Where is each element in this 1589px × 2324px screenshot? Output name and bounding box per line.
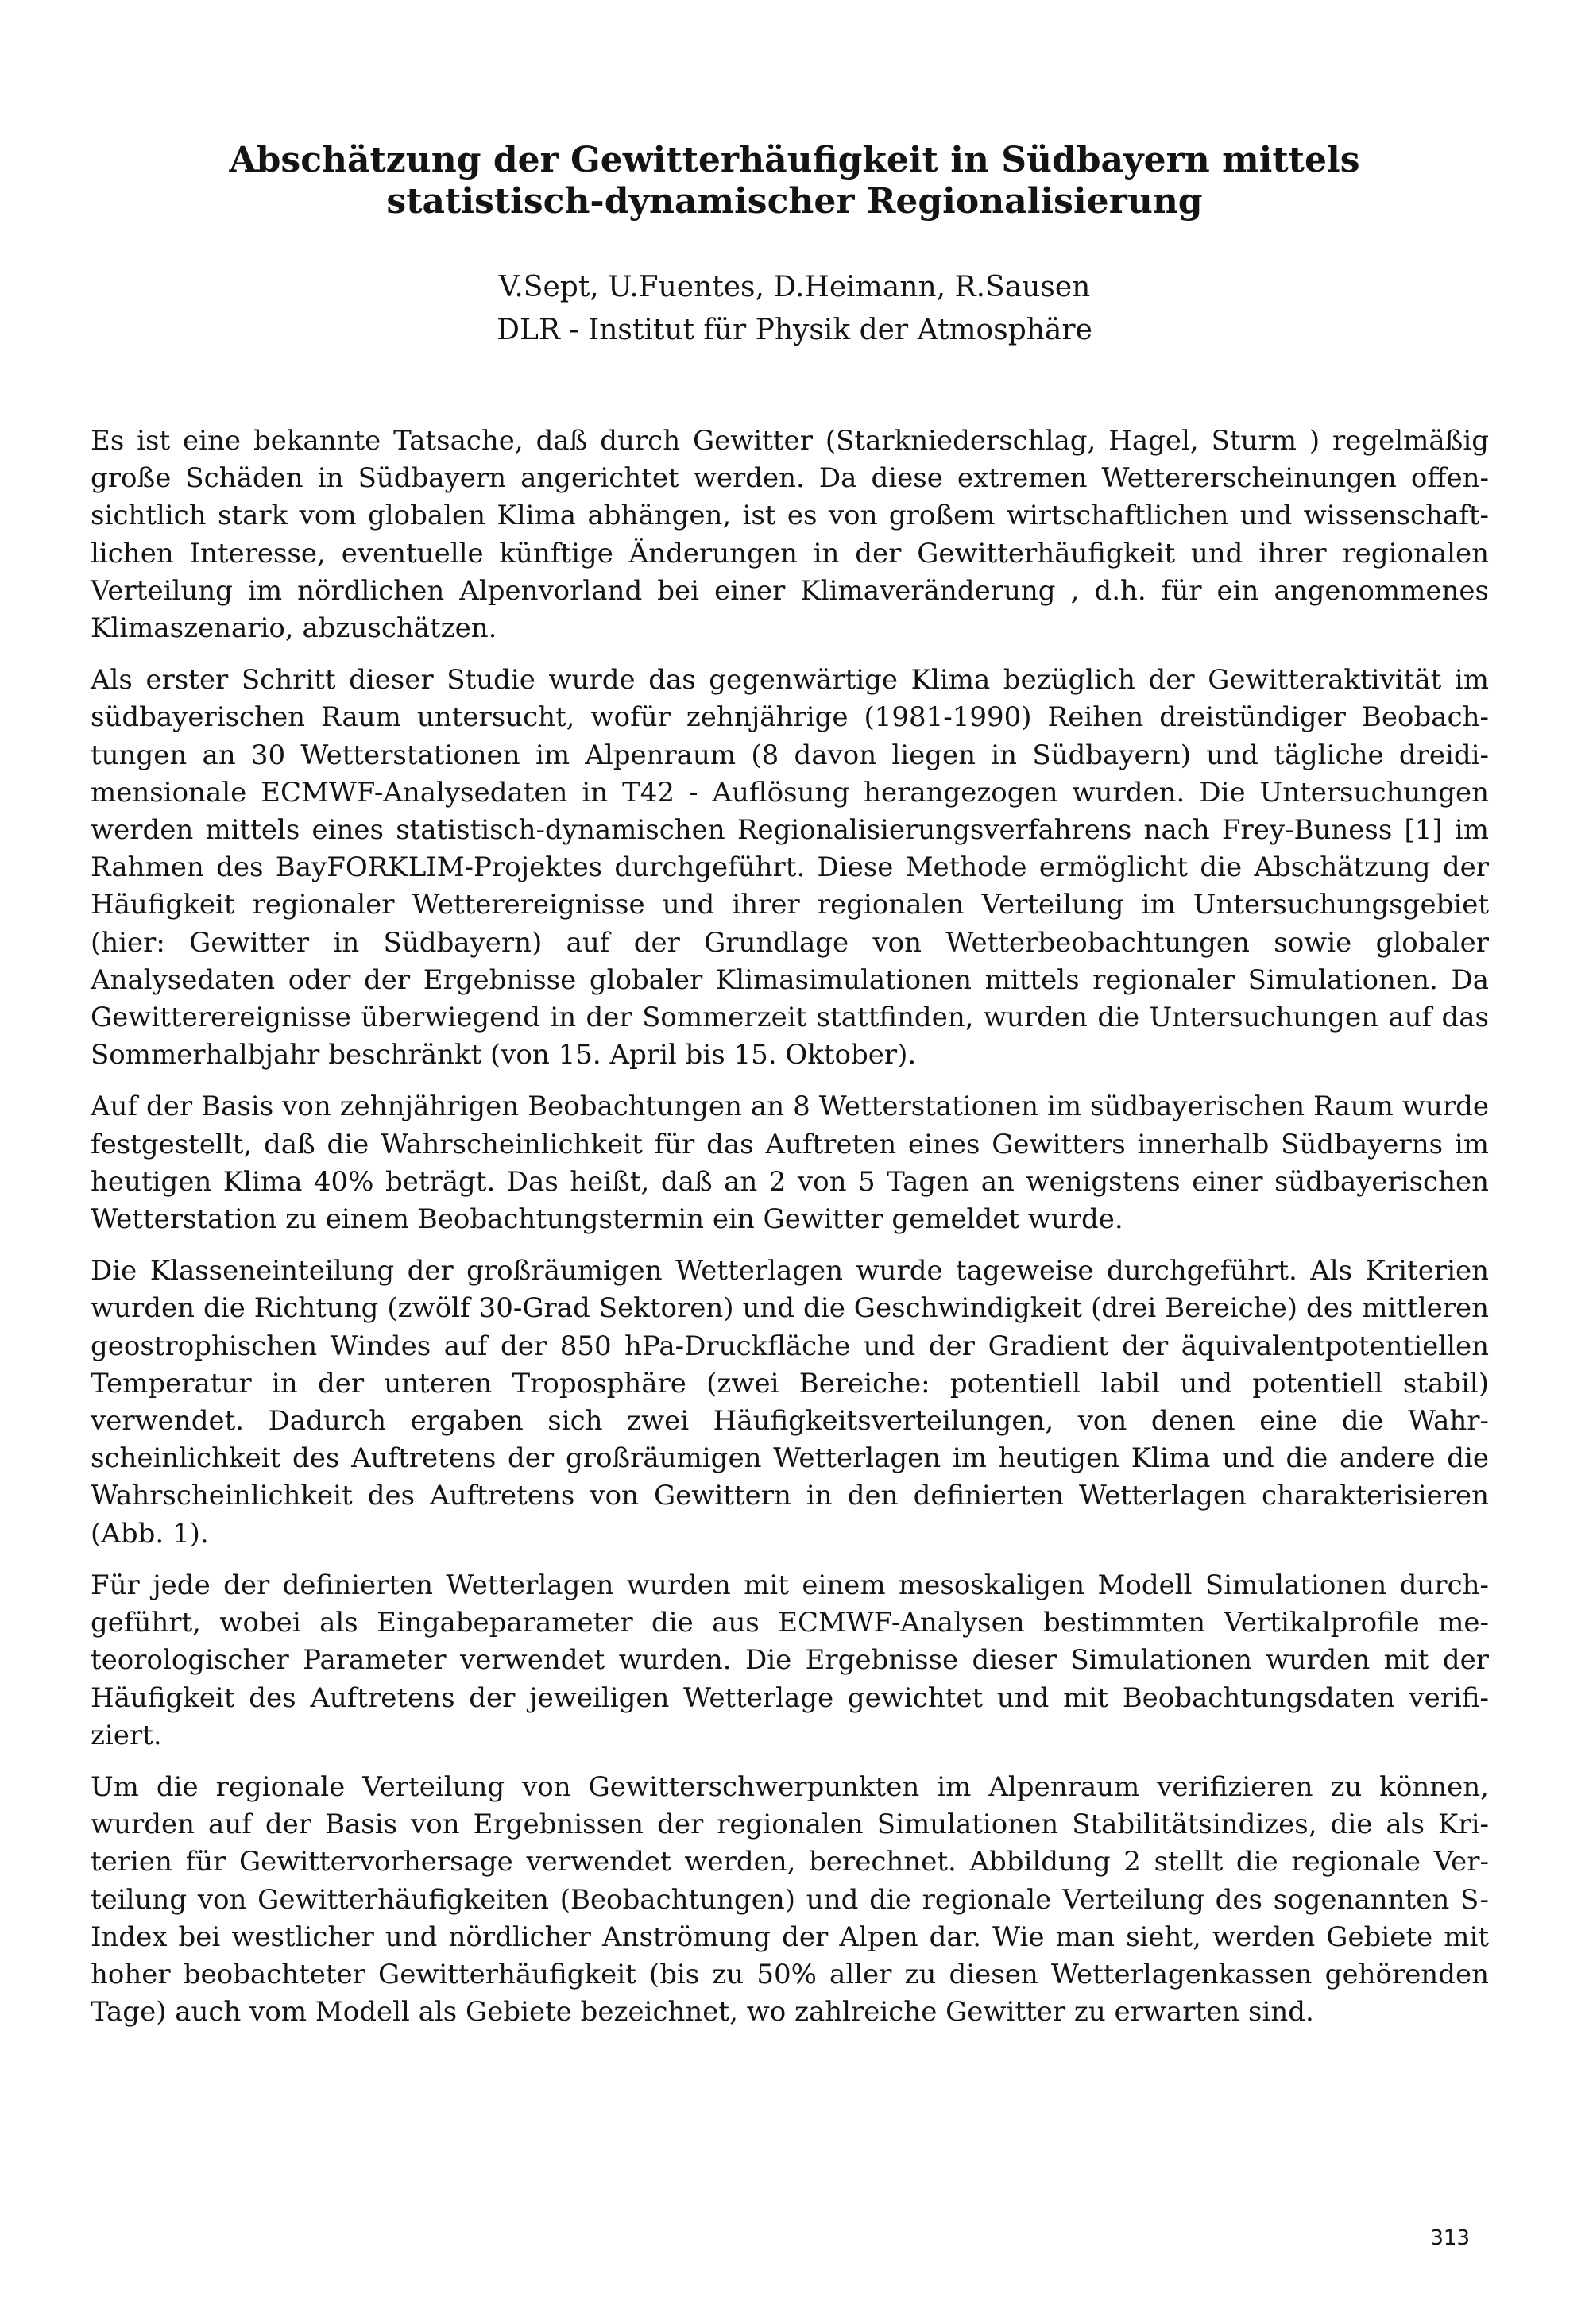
paragraph-classification: Die Klasseneinteilung der großräumigen Wetterlagen wurde tageweise durchgeführt. Als Kriterien wurden die Richtung (zwölf 30-Grad Sektoren) und die Geschwindigkeit (drei Bereiche) des mittleren geostrophischen Windes auf der 850 hPa-Druckfläche und der Gradient der äquivalentpotentiellen Temperatur in der unteren Troposphäre (zwei Bereiche: potentiell labil und potentiell stabil) verwendet. Dadurch ergaben sich zwei Häufigkeitsverteilungen, von denen eine die Wahrscheinlichkeit des Auftretens der großräumigen Wetterlagen im heutigen Klima und die andere die Wahrscheinlichkeit des Auftretens von Gewittern in den definierten Wetterlagen charakterisieren (Abb. 1). (91, 1255, 1489, 1550)
body-text (91, 423, 1489, 2045)
paragraph-simulations: Für jede der definierten Wetterlagen wurden mit einem mesoskaligen Modell Simulationen durchgeführt, wobei als Eingabeparameter die aus ECMWF-Analysen bestimmten Vertikalprofile meteorologischer Parameter verwendet wurden. Die Ergebnisse dieser Simulationen wurden mit der Häufigkeit des Auftretens der jeweiligen Wetterlage gewichtet und mit Beobachtungsdaten verifiziert. (91, 1569, 1489, 1751)
paragraph-observations: Auf der Basis von zehnjährigen Beobachtungen an 8 Wetterstationen im südbayerischen Raum wurde festgestellt, daß die Wahrscheinlichkeit für das Auftreten eines Gewitters innerhalb Südbayerns im heutigen Klima 40% beträgt. Das heißt, daß an 2 von 5 Tagen an wenigstens einer südbayerischen Wetterstation zu einem Beobachtungstermin ein Gewitter gemeldet wurde. (91, 1091, 1489, 1236)
paragraph-intro: Es ist eine bekannte Tatsache, daß durch Gewitter (Starkniederschlag, Hagel, Sturm ) regelmäßig große Schäden in Südbayern angerichtet werden. Da diese extremen Wettererscheinungen offensichtlich stark vom globalen Klima abhängen, ist es von großem wirtschaftlichen und wissenschaftlichen Interesse, eventuelle künftige Änderungen in der Gewitterhäufigkeit und ihrer regionalen Verteilung im nördlichen Alpenvorland bei einer Klimaveränderung , d.h. für ein angenommenes Klimaszenario, abzuschätzen. (91, 425, 1489, 645)
paper-title: Abschätzung der Gewitterhäufigkeit in Südbayern mittels statistisch-dynamischer Regionalisierung (229, 140, 1360, 222)
paragraph-method: Als erster Schritt dieser Studie wurde das gegenwärtige Klima bezüglich der Gewitteraktivität im südbayerischen Raum untersucht, wofür zehnjährige (1981-1990) Reihen dreistündiger Beobachtungen an 30 Wetterstationen im Alpenraum (8 davon liegen in Südbayern) und tägliche dreidimensionale ECMWF-Analysedaten in T42 - Auflösung herangezogen wurden. Die Untersuchungen werden mittels eines statistisch-dynamischen Regionalisierungsverfahrens nach Frey-Buness [1] im Rahmen des BayFORKLIM-Projektes durchgeführt. Diese Methode ermöglicht die Abschätzung der Häufigkeit regionaler Wetterereignisse und ihrer regionalen Verteilung im Untersuchungsgebiet (hier: Gewitter in Südbayern) auf der Grundlage von Wetterbeobachtungen sowie globaler Analysedaten oder der Ergebnisse globaler Klimasimulationen mittels regionaler Simulationen. Da Gewitterereignisse überwiegend in der Sommerzeit stattfinden, wurden die Untersuchungen auf das Sommerhalbjahr beschränkt (von 15. April bis 15. Oktober). (91, 664, 1489, 1071)
affiliation: DLR - Institut für Physik der Atmosphäre (497, 314, 1092, 346)
page-number: 313 (1430, 2226, 1470, 2250)
paragraph-regional-distribution: Um die regionale Verteilung von Gewitterschwerpunkten im Alpenraum verifizieren zu können, wurden auf der Basis von Ergebnissen der regionalen Simulationen Stabilitätsindizes, die als Kriterien für Gewittervorhersage verwendet werden, berechnet. Abbildung 2 stellt die regionale Verteilung von Gewitterhäufigkeiten (Beobachtungen) und die regionale Verteilung des sogenannten S-Index bei westlicher und nördlicher Anströmung der Alpen dar. Wie man sieht, werden Gebiete mit hoher beobachteter Gewitterhäufigkeit (bis zu 50% aller zu diesen Wetterlagenkassen gehörenden Tage) auch vom Modell als Gebiete bezeichnet, wo zahlreiche Gewitter zu erwarten sind. (91, 1770, 1489, 2029)
author-list: V.Sept, U.Fuentes, D.Heimann, R.Sausen (498, 271, 1091, 303)
author-block (119, 266, 1470, 352)
